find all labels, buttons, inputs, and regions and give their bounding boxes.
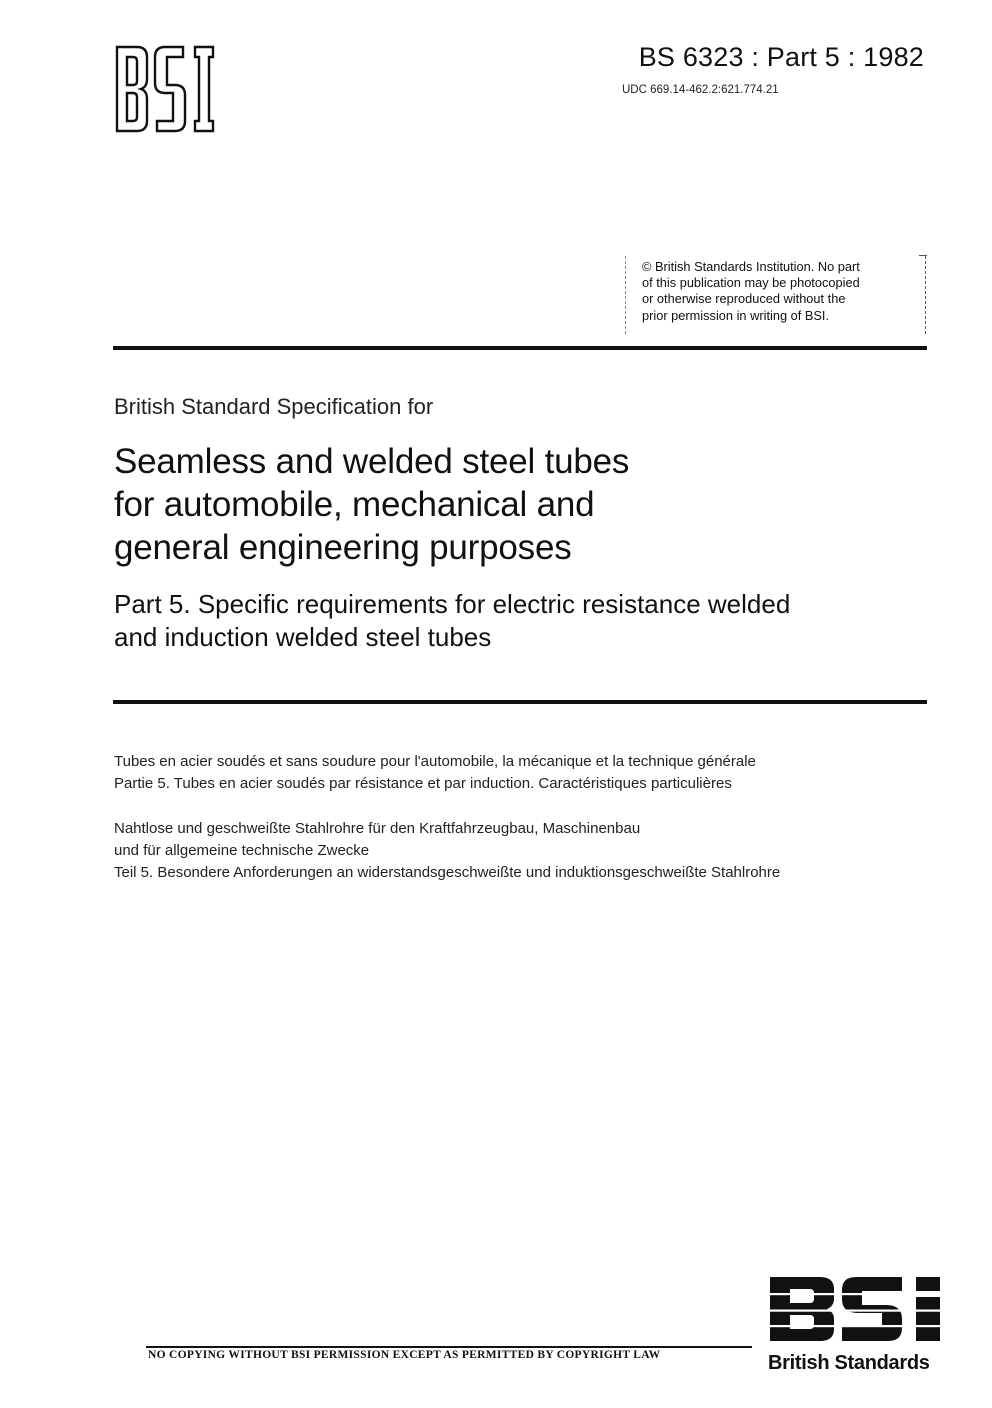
bsi-logo-solid bbox=[768, 1275, 946, 1343]
divider-top bbox=[113, 346, 927, 350]
german-title bbox=[114, 818, 780, 884]
main-title-line: for automobile, mechanical and bbox=[114, 485, 595, 524]
footer-rule bbox=[146, 1346, 752, 1348]
part-title-line: Part 5. Specific requirements for electric resistance welded bbox=[114, 589, 791, 619]
bsi-logo-outline bbox=[113, 43, 221, 135]
german-title-line: Nahtlose und geschweißte Stahlrohre für den Kraftfahrzeugbau, Maschinenbau bbox=[114, 820, 641, 837]
copyright-box-corner bbox=[919, 255, 927, 256]
copyright-line: prior permission in writing of BSI. bbox=[642, 307, 830, 323]
copyright-text bbox=[642, 259, 927, 324]
german-title-line: Teil 5. Besondere Anforderungen an widerstandsgeschweißte und induktionsgeschweißte Stahlrohre bbox=[114, 864, 781, 881]
copyright-line: of this publication may be photocopied bbox=[642, 275, 860, 291]
brand-name: British Standards bbox=[768, 1352, 930, 1374]
copyright-line: © British Standards Institution. No part bbox=[642, 259, 860, 274]
spec-intro: British Standard Specification for bbox=[114, 394, 434, 419]
copyright-line: or otherwise reproduced without the bbox=[642, 291, 846, 307]
french-title bbox=[114, 751, 756, 795]
standard-number: BS 6323 : Part 5 : 1982 bbox=[638, 42, 924, 72]
french-title-line: Tubes en acier soudés et sans soudure pour l'automobile, la mécanique et la technique générale bbox=[114, 753, 756, 770]
main-title-line: Seamless and welded steel tubes bbox=[114, 442, 630, 481]
part-title bbox=[114, 588, 914, 654]
part-title-line: and induction welded steel tubes bbox=[114, 622, 492, 652]
main-title bbox=[114, 440, 914, 569]
divider-bottom bbox=[113, 700, 927, 704]
french-title-line: Partie 5. Tubes en acier soudés par résistance et par induction. Caractéristiques particulières bbox=[114, 775, 732, 792]
copying-notice: NO COPYING WITHOUT BSI PERMISSION EXCEPT AS PERMITTED BY COPYRIGHT LAW bbox=[148, 1349, 661, 1361]
german-title-line: und für allgemeine technische Zwecke bbox=[114, 842, 370, 859]
copyright-box bbox=[625, 256, 926, 334]
main-title-line: general engineering purposes bbox=[114, 528, 572, 567]
udc-code: UDC 669.14-462.2:621.774.21 bbox=[622, 84, 779, 96]
